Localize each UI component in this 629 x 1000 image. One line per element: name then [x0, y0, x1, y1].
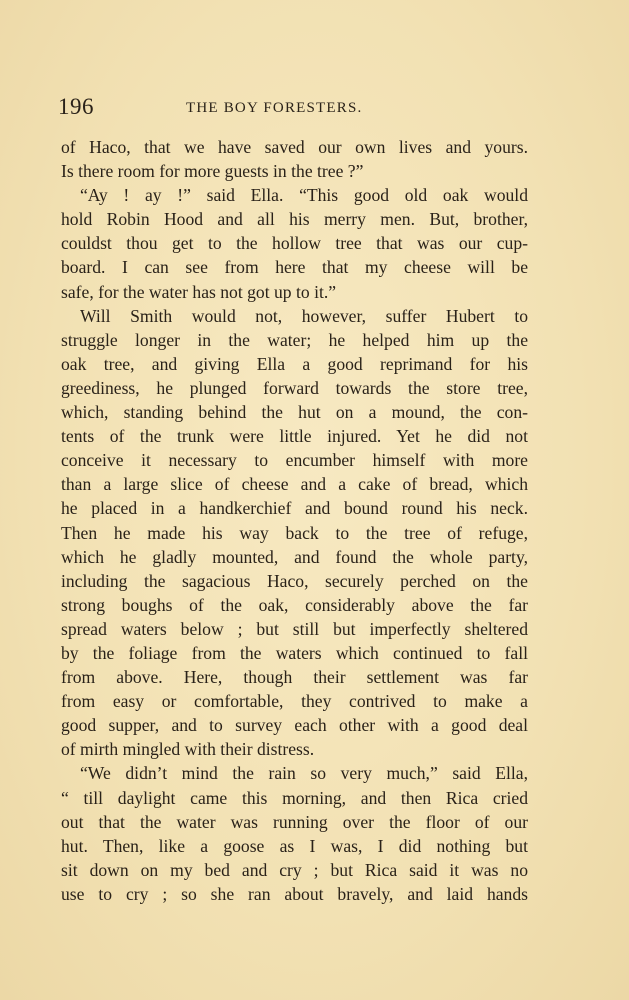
text-line: of mirth mingled with their distress.	[61, 739, 315, 760]
text-line: struggle longer in the water; he helped him up the	[61, 329, 528, 350]
text-line: use to cry ; so she ran about bravely, and laid hands	[61, 883, 528, 904]
text-line: including the sagacious Haco, securely perched on the	[61, 570, 528, 591]
text-line: which, standing behind the hut on a mound, the con-	[61, 402, 528, 423]
text-line: which he gladly mounted, and found the whole party,	[61, 546, 528, 567]
body-text	[61, 135, 528, 906]
text-line: greediness, he plunged forward towards the store tree,	[61, 377, 528, 398]
text-line: couldst thou get to the hollow tree that was our cup-	[61, 233, 528, 254]
text-line: “Ay ! ay !” said Ella. “This good old oak would	[80, 185, 528, 206]
text-line: from easy or comfortable, they contrived to make a	[61, 691, 528, 712]
text-line: strong boughs of the oak, considerably above the far	[61, 594, 528, 615]
page-header	[58, 94, 528, 124]
text-line: conceive it necessary to encumber himself with more	[61, 450, 528, 471]
text-line: sit down on my bed and cry ; but Rica said it was no	[61, 859, 528, 880]
text-line: than a large slice of cheese and a cake of bread, which	[61, 474, 528, 495]
text-line: good supper, and to survey each other with a good deal	[61, 715, 528, 736]
text-line: “We didn’t mind the rain so very much,” said Ella,	[80, 763, 528, 784]
text-line: hut. Then, like a goose as I was, I did nothing but	[61, 835, 528, 856]
text-line: Is there room for more guests in the tree ?”	[61, 161, 364, 182]
text-line: hold Robin Hood and all his merry men. But, brother,	[61, 209, 528, 230]
running-head: THE BOY FORESTERS.	[186, 100, 363, 116]
text-line: tents of the trunk were little injured. Yet he did not	[61, 426, 528, 447]
text-line: safe, for the water has not got up to it.”	[61, 281, 337, 302]
text-line: of Haco, that we have saved our own lives and yours.	[61, 137, 528, 157]
text-line: by the foliage from the waters which continued to fall	[61, 642, 528, 663]
text-line: Then he made his way back to the tree of refuge,	[61, 522, 528, 543]
text-line: oak tree, and giving Ella a good reprimand for his	[61, 353, 528, 374]
text-line: out that the water was running over the floor of our	[61, 811, 528, 832]
text-line: Will Smith would not, however, suffer Hubert to	[80, 305, 528, 326]
page-number: 196	[58, 94, 94, 119]
text-line: from above. Here, though their settlement was far	[61, 667, 528, 688]
text-line: board. I can see from here that my cheese will be	[61, 257, 528, 278]
text-line: “ till daylight came this morning, and then Rica cried	[61, 787, 528, 808]
text-line: he placed in a handkerchief and bound round his neck.	[61, 498, 528, 519]
text-line: spread waters below ; but still but imperfectly sheltered	[61, 618, 528, 639]
